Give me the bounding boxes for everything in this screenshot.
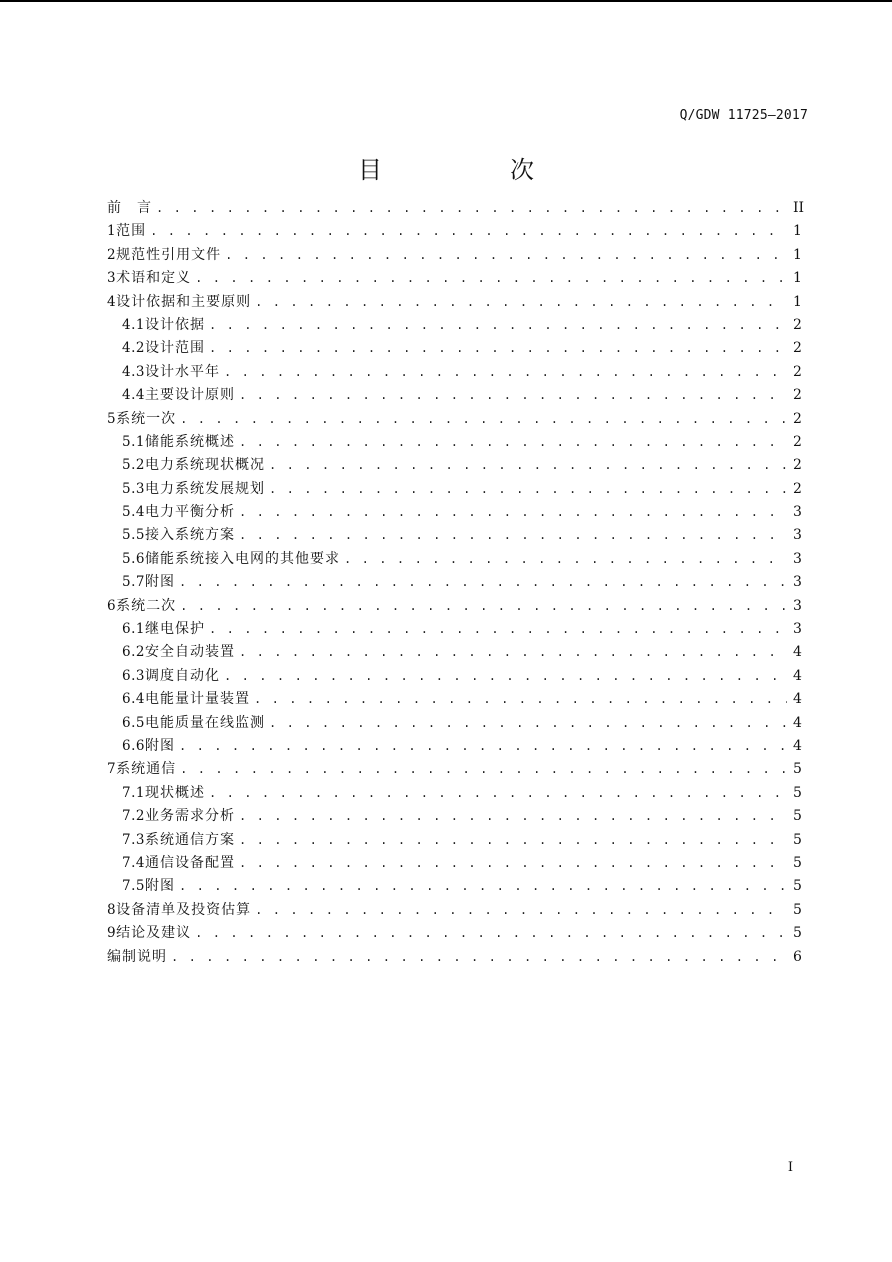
toc-entry-number: 8: [107, 901, 117, 918]
toc-dot-leader: [269, 712, 787, 735]
toc-entry-page: 5: [793, 854, 802, 871]
toc-entry-title: 设计依据: [144, 316, 205, 333]
toc-dot-leader: [254, 688, 787, 711]
toc-entry-page: II: [793, 200, 805, 216]
toc-entry-number: 1: [107, 223, 117, 240]
toc-dot-leader: [239, 431, 787, 454]
toc-entry-page: 3: [793, 621, 802, 638]
toc-entry-title: 设计水平年: [144, 363, 220, 380]
toc-entry[interactable]: [107, 244, 801, 267]
toc-entry-title: 系统一次: [116, 410, 177, 427]
toc-entry-title: 业务需求分析: [144, 808, 235, 825]
toc-dot-leader: [255, 291, 787, 314]
toc-entry-page: 4: [793, 691, 802, 708]
toc-entry-number: 7.1: [122, 784, 145, 801]
toc-entry-title: 附图: [144, 878, 175, 895]
toc-entry-page: 5: [793, 784, 802, 801]
toc-entry-number: 4.3: [122, 363, 145, 380]
toc-entry-number: 5.1: [122, 433, 145, 450]
toc-entry[interactable]: [107, 431, 801, 454]
toc-entry[interactable]: [107, 875, 801, 898]
toc-entry-title: 前 言: [107, 200, 152, 216]
toc-dot-leader: [179, 875, 787, 898]
toc-entry[interactable]: [107, 618, 801, 641]
toc-entry[interactable]: [107, 595, 801, 618]
toc-entry-page: 4: [793, 644, 802, 661]
toc-entry-title: 接入系统方案: [144, 527, 235, 544]
toc-entry[interactable]: [107, 478, 801, 501]
toc-entry-title: 主要设计原则: [144, 387, 235, 404]
toc-entry-title: 系统通信: [116, 761, 177, 778]
toc-dot-leader: [179, 735, 787, 758]
toc-dot-leader: [209, 618, 787, 641]
toc-entry-page: 3: [793, 597, 802, 614]
toc-entry[interactable]: [107, 337, 801, 360]
toc-entry-number: 2: [107, 246, 117, 263]
toc-dot-leader: [209, 782, 787, 805]
toc-dot-leader: [209, 337, 787, 360]
toc-dot-leader: [239, 384, 787, 407]
toc-dot-leader: [269, 454, 787, 477]
toc-entry[interactable]: [107, 688, 801, 711]
toc-entry-title: 附图: [144, 737, 175, 754]
toc-entry[interactable]: [107, 758, 801, 781]
toc-entry[interactable]: [107, 548, 801, 571]
toc-entry-title: 结论及建议: [116, 925, 192, 942]
toc-entry-page: 1: [793, 270, 802, 287]
toc-entry-number: 7.4: [122, 854, 145, 871]
toc-entry-title: 术语和定义: [116, 270, 192, 287]
toc-entry-number: 5.2: [122, 457, 145, 474]
toc-entry[interactable]: [107, 384, 801, 407]
toc-dot-leader: [195, 922, 787, 945]
toc-entry-number: 6.4: [122, 691, 145, 708]
toc-entry-title: 设备清单及投资估算: [116, 901, 252, 918]
toc-entry-page: 2: [793, 457, 802, 474]
toc-entry[interactable]: [107, 782, 801, 805]
toc-entry[interactable]: [107, 571, 801, 594]
toc-entry-number: 4.1: [122, 316, 145, 333]
toc-entry-number: 7: [107, 761, 117, 778]
toc-entry-page: 3: [793, 574, 802, 591]
toc-entry-number: 5: [107, 410, 117, 427]
toc-entry[interactable]: [107, 899, 801, 922]
toc-dot-leader: [171, 946, 787, 969]
toc-entry-title: 附图: [144, 574, 175, 591]
toc-entry-number: 5.6: [122, 550, 145, 567]
toc-entry-page: 1: [793, 293, 802, 310]
toc-entry-page: 5: [793, 808, 802, 825]
toc-dot-leader: [239, 641, 787, 664]
toc-entry-page: 6: [793, 948, 802, 965]
toc-entry-title: 设计范围: [144, 340, 205, 357]
toc-entry[interactable]: [107, 361, 801, 384]
toc-entry[interactable]: [107, 220, 801, 243]
toc-entry-title: 电力系统发展规划: [144, 480, 265, 497]
toc-entry-page: 2: [793, 480, 802, 497]
toc-entry-number: 4.4: [122, 387, 145, 404]
toc-dot-leader: [150, 220, 787, 243]
toc-entry[interactable]: [107, 408, 801, 431]
toc-entry[interactable]: [107, 197, 805, 220]
toc-entry[interactable]: [107, 291, 801, 314]
toc-entry-number: 5.4: [122, 504, 145, 521]
toc-entry-title: 系统二次: [116, 597, 177, 614]
toc-entry[interactable]: [107, 454, 801, 477]
toc-list: [107, 197, 805, 969]
toc-entry[interactable]: [107, 735, 801, 758]
toc-entry[interactable]: [107, 712, 801, 735]
toc-dot-leader: [239, 524, 787, 547]
toc-entry-number: 9: [107, 925, 117, 942]
toc-title: 目 次: [358, 156, 586, 184]
top-border-rule: [0, 0, 892, 2]
toc-entry-title: 电力平衡分析: [144, 504, 235, 521]
toc-entry-number: 7.3: [122, 831, 145, 848]
toc-entry-title: 规范性引用文件: [116, 246, 222, 263]
toc-dot-leader: [224, 665, 787, 688]
toc-dot-leader: [239, 852, 787, 875]
toc-dot-leader: [344, 548, 787, 571]
toc-entry-page: 2: [793, 410, 802, 427]
toc-dot-leader: [180, 758, 787, 781]
toc-entry-page: 4: [793, 737, 802, 754]
toc-entry-page: 2: [793, 433, 802, 450]
toc-entry-page: 2: [793, 363, 802, 380]
toc-dot-leader: [269, 478, 787, 501]
toc-dot-leader: [239, 501, 787, 524]
toc-entry[interactable]: [107, 267, 801, 290]
toc-entry-page: 3: [793, 550, 802, 567]
toc-entry[interactable]: [107, 314, 801, 337]
toc-dot-leader: [179, 571, 787, 594]
toc-entry-page: 4: [793, 667, 802, 684]
toc-entry[interactable]: [107, 946, 801, 969]
toc-entry-page: 3: [793, 527, 802, 544]
toc-entry-number: 7.2: [122, 808, 145, 825]
toc-entry-page: 2: [793, 387, 802, 404]
toc-entry-title: 系统通信方案: [144, 831, 235, 848]
toc-entry-title: 电能量计量装置: [144, 691, 250, 708]
toc-entry[interactable]: [107, 852, 801, 875]
toc-entry-page: 4: [793, 714, 802, 731]
toc-entry-number: 6.3: [122, 667, 145, 684]
toc-entry-number: 7.5: [122, 878, 145, 895]
toc-entry-title: 设计依据和主要原则: [116, 293, 252, 310]
toc-entry-page: 3: [793, 504, 802, 521]
toc-entry[interactable]: [107, 805, 801, 828]
toc-entry-number: 5.7: [122, 574, 145, 591]
toc-entry[interactable]: [107, 641, 801, 664]
toc-entry[interactable]: [107, 829, 801, 852]
page-number: I: [787, 1160, 793, 1175]
toc-entry[interactable]: [107, 524, 801, 547]
toc-entry-page: 2: [793, 316, 802, 333]
toc-entry-number: 4: [107, 293, 117, 310]
toc-entry-page: 5: [793, 901, 802, 918]
toc-entry-title: 电力系统现状概况: [144, 457, 265, 474]
toc-entry-page: 2: [793, 340, 802, 357]
toc-entry-title: 现状概述: [144, 784, 205, 801]
toc-entry-number: 6.2: [122, 644, 145, 661]
toc-dot-leader: [156, 197, 787, 220]
toc-dot-leader: [195, 267, 787, 290]
toc-entry-page: 1: [793, 246, 802, 263]
toc-dot-leader: [209, 314, 787, 337]
toc-entry-title: 范围: [116, 223, 147, 240]
toc-dot-leader: [180, 408, 787, 431]
toc-entry-title: 电能质量在线监测: [144, 714, 265, 731]
toc-entry-number: 6: [107, 597, 117, 614]
toc-entry-page: 5: [793, 925, 802, 942]
toc-entry[interactable]: [107, 922, 801, 945]
toc-dot-leader: [239, 829, 787, 852]
toc-entry-number: 5.3: [122, 480, 145, 497]
toc-dot-leader: [255, 899, 787, 922]
toc-entry-page: 1: [793, 223, 802, 240]
toc-entry-title: 储能系统概述: [144, 433, 235, 450]
toc-entry-title: 调度自动化: [144, 667, 220, 684]
toc-entry-number: 6.6: [122, 737, 145, 754]
toc-entry[interactable]: [107, 501, 801, 524]
toc-entry-title: 继电保护: [144, 621, 205, 638]
toc-entry-page: 5: [793, 761, 802, 778]
standard-code: Q/GDW 11725—2017: [679, 108, 808, 123]
toc-entry-number: 6.1: [122, 621, 145, 638]
toc-entry-number: 6.5: [122, 714, 145, 731]
toc-entry-number: 4.2: [122, 340, 145, 357]
toc-dot-leader: [225, 244, 787, 267]
toc-entry-page: 5: [793, 831, 802, 848]
toc-entry[interactable]: [107, 665, 801, 688]
toc-dot-leader: [239, 805, 787, 828]
toc-dot-leader: [180, 595, 787, 618]
toc-entry-title: 安全自动装置: [144, 644, 235, 661]
toc-entry-number: 5.5: [122, 527, 145, 544]
toc-entry-number: 3: [107, 270, 117, 287]
toc-entry-page: 5: [793, 878, 802, 895]
toc-entry-title: 编制说明: [107, 948, 167, 965]
toc-entry-title: 通信设备配置: [144, 854, 235, 871]
toc-entry-title: 储能系统接入电网的其他要求: [144, 550, 340, 567]
toc-dot-leader: [224, 361, 787, 384]
